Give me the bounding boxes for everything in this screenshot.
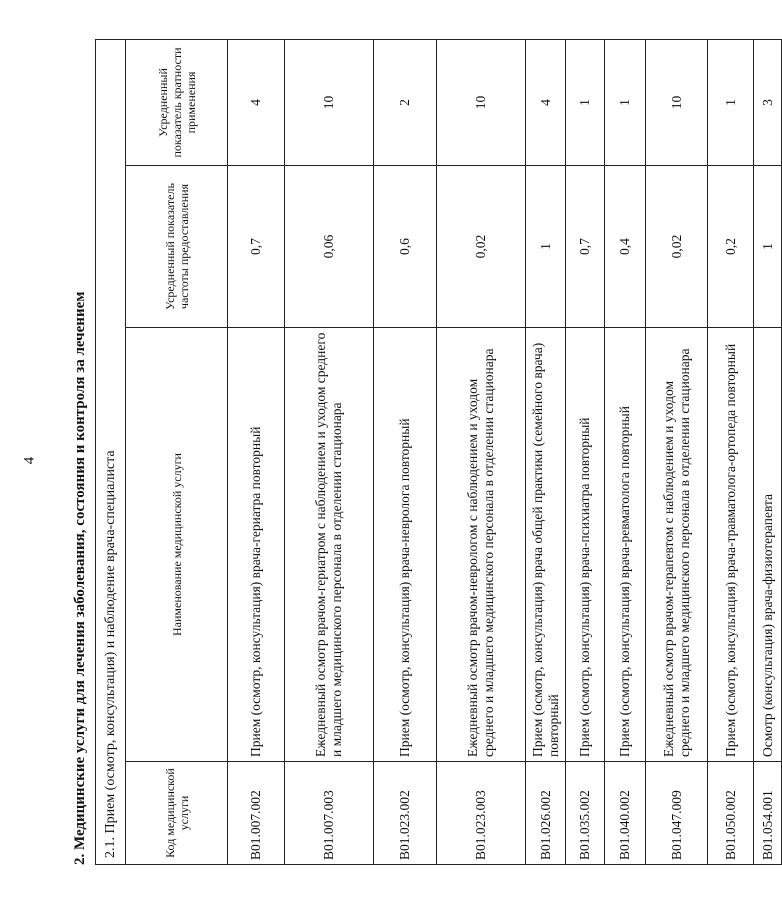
cell-mult: 1 (708, 39, 754, 165)
cell-name: Прием (осмотр, консультация) врача-гериатра повторный (228, 328, 285, 762)
table-row (708, 39, 754, 864)
cell-freq: 1 (526, 166, 566, 328)
table-row (374, 39, 437, 864)
header-code: Код медицинской услуги (126, 762, 228, 865)
cell-freq: 0,2 (708, 166, 754, 328)
cell-mult: 3 (754, 39, 782, 165)
table-header-row (126, 39, 228, 864)
cell-mult: 1 (605, 39, 646, 165)
table-row (437, 39, 526, 864)
table-row (566, 39, 605, 864)
cell-freq: 0,6 (374, 166, 437, 328)
cell-mult: 10 (437, 39, 526, 165)
cell-code: B01.054.001 (754, 762, 782, 865)
cell-mult: 10 (646, 39, 708, 165)
services-table (95, 39, 782, 865)
table-row (285, 39, 374, 864)
cell-mult: 2 (374, 39, 437, 165)
cell-name: Ежедневный осмотр врачом-терапевтом с наблюдением и уходом среднего и младшего медицинского персонала в отделении стационара (646, 328, 708, 762)
cell-mult: 10 (285, 39, 374, 165)
cell-freq: 0,7 (228, 166, 285, 328)
section-title: 2. Медицинские услуги для лечения заболевания, состояния и контроля за лечением (72, 291, 88, 865)
cell-code: B01.026.002 (526, 762, 566, 865)
header-name: Наименование медицинской услуги (126, 328, 228, 762)
cell-code: B01.035.002 (566, 762, 605, 865)
cell-code: B01.047.009 (646, 762, 708, 865)
cell-code: B01.050.002 (708, 762, 754, 865)
cell-freq: 0,4 (605, 166, 646, 328)
page-number: 4 (21, 456, 38, 465)
header-mult: Усредненный показатель кратности применения (126, 39, 228, 165)
cell-freq: 0,06 (285, 166, 374, 328)
cell-name: Прием (осмотр, консультация) врача-невролога повторный (374, 328, 437, 762)
cell-code: B01.007.002 (228, 762, 285, 865)
cell-freq: 0,02 (646, 166, 708, 328)
cell-mult: 4 (526, 39, 566, 165)
subsection-title: 2.1. Прием (осмотр, консультация) и наблюдение врача-специалиста (96, 39, 126, 864)
cell-code: B01.040.002 (605, 762, 646, 865)
cell-freq: 1 (754, 166, 782, 328)
cell-freq: 0,7 (566, 166, 605, 328)
cell-code: B01.023.002 (374, 762, 437, 865)
table-row (228, 39, 285, 864)
table-row (605, 39, 646, 864)
cell-mult: 1 (566, 39, 605, 165)
header-freq: Усредненный показатель частоты предоставления (126, 166, 228, 328)
cell-mult: 4 (228, 39, 285, 165)
table-row (646, 39, 708, 864)
cell-freq: 0,02 (437, 166, 526, 328)
table-row (754, 39, 782, 864)
cell-name: Прием (осмотр, консультация) врача-травматолога-ортопеда повторный (708, 328, 754, 762)
cell-name: Ежедневный осмотр врачом-неврологом с наблюдением и уходом среднего и младшего медицинского персонала в отделении стационара (437, 328, 526, 762)
cell-name: Прием (осмотр, консультация) врача-ревматолога повторный (605, 328, 646, 762)
cell-code: B01.023.003 (437, 762, 526, 865)
cell-code: B01.007.003 (285, 762, 374, 865)
cell-name: Ежедневный осмотр врачом-гериатром с наблюдением и уходом среднего и младшего медицинского персонала в отделении стационара (285, 328, 374, 762)
cell-name: Осмотр (консультация) врача-физиотерапевта (754, 328, 782, 762)
subsection-row (96, 39, 126, 864)
document-page (65, 40, 775, 865)
cell-name: Прием (осмотр, консультация) врача-психиатра повторный (566, 328, 605, 762)
cell-name: Прием (осмотр, консультация) врача общей практики (семейного врача) повторный (526, 328, 566, 762)
table-row (526, 39, 566, 864)
